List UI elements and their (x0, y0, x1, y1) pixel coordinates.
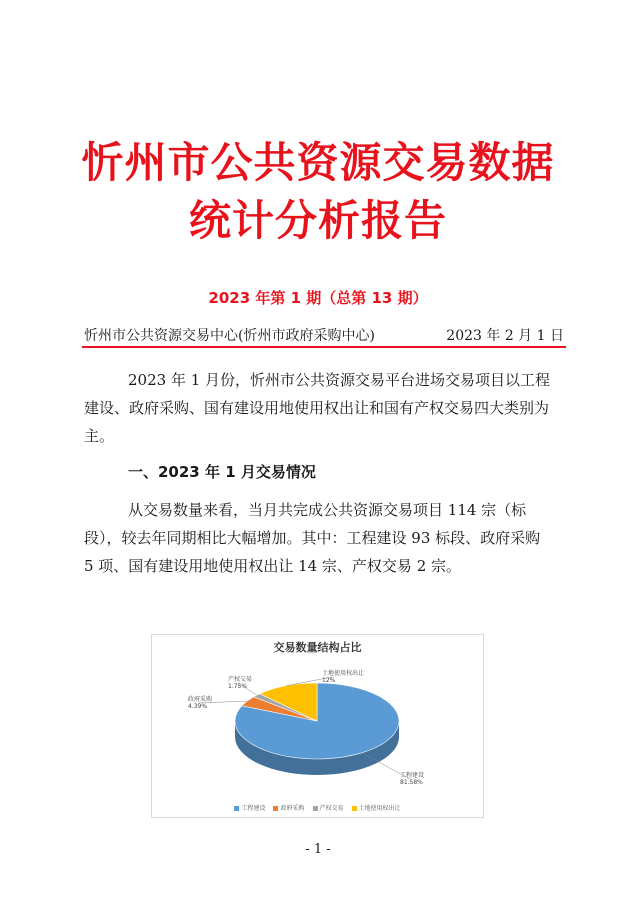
data-label: 土地使用权出让 12% (322, 670, 365, 684)
section-heading: 一、2023 年 1 月交易情况 (128, 463, 316, 481)
legend-swatch (234, 806, 239, 811)
legend-item (313, 803, 344, 812)
legend-item (352, 803, 401, 812)
legend-swatch (352, 806, 357, 811)
issue-date: 2023 年 2 月 1 日 (446, 328, 564, 344)
data-label: 产权交易 1.75% (228, 676, 253, 690)
legend-item (234, 803, 265, 812)
count-paragraph: 从交易数量来看，当月共完成公共资源交易项目 114 宗（标段），较去年同期相比大幅增加。其中：工程建设 93 标段、政府采购 5 项、国有建设用地使用权出让 14 宗、产权交易 2 宗。 (84, 501, 541, 575)
report-title-line1: 忻州市公共资源交易数据 (81, 138, 555, 187)
legend-label: 产权交易 (319, 805, 344, 812)
data-label: 工程建设 81.58% (400, 772, 425, 786)
legend-swatch (313, 806, 318, 811)
legend-swatch (273, 806, 278, 811)
red-divider (82, 346, 566, 348)
legend-label: 工程建设 (241, 805, 266, 812)
intro-paragraph: 2023 年 1 月份，忻州市公共资源交易平台进场交易项目以工程建设、政府采购、国有建设用地使用权出让和国有产权交易四大类别为主。 (84, 371, 551, 445)
chart-legend (152, 803, 483, 812)
pie-chart (151, 634, 484, 818)
legend-item (273, 803, 304, 812)
issuer-org: 忻州市公共资源交易中心(忻州市政府采购中心) (84, 328, 375, 344)
data-label: 政府采购 4.39% (188, 696, 213, 710)
pie-chart-canvas (152, 635, 483, 803)
page-number: - 1 - (305, 842, 331, 857)
report-title-line2: 统计分析报告 (188, 196, 447, 245)
legend-label: 政府采购 (280, 805, 305, 812)
chart-title: 交易数量结构占比 (273, 641, 362, 654)
legend-label: 土地使用权出让 (358, 805, 401, 812)
issue-number: 2023 年第 1 期（总第 13 期） (208, 289, 428, 307)
